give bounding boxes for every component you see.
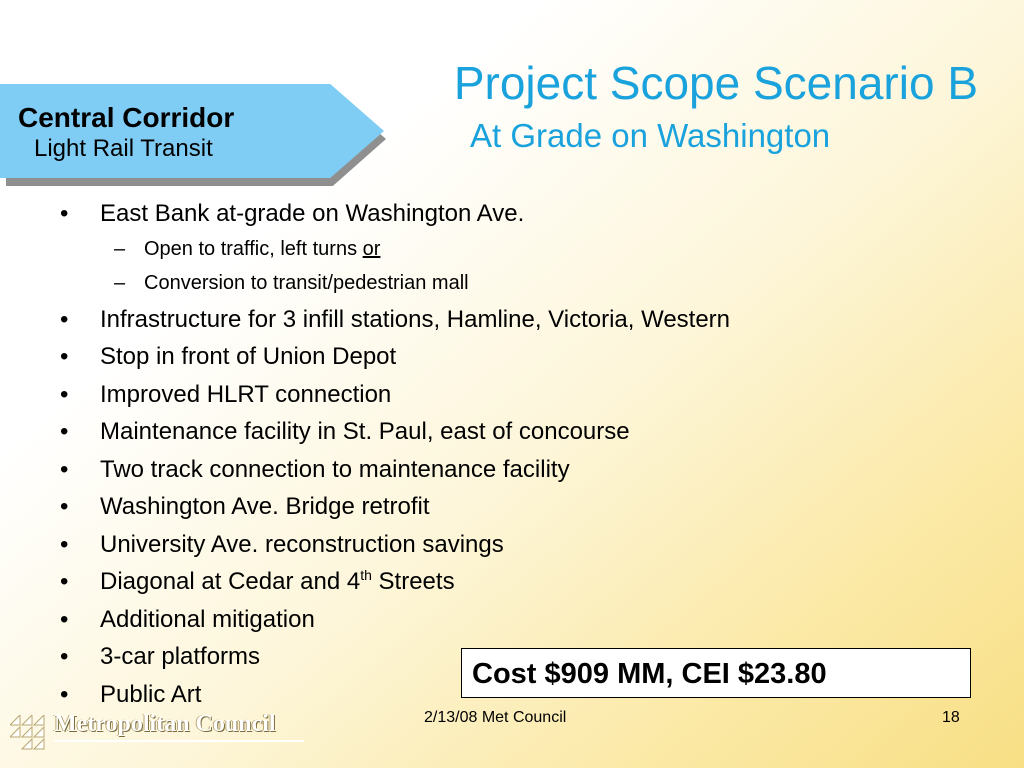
slide-title: Project Scope Scenario B — [453, 57, 978, 109]
bullet-icon: • — [60, 530, 69, 558]
bullet-item: • Washington Ave. Bridge retrofit — [60, 491, 730, 529]
bullet-item: • Maintenance facility in St. Paul, east of concourse — [60, 416, 730, 454]
banner-subtitle: Light Rail Transit — [34, 135, 213, 162]
bullet-icon: • — [60, 568, 69, 595]
sub-bullet-item: – Open to traffic, left turns or — [60, 232, 730, 266]
logo-text: Metropolitan Council — [54, 711, 276, 737]
bullet-item: • Diagonal at Cedar and 4th Streets — [60, 566, 730, 604]
bullet-icon: • — [60, 605, 69, 633]
bullet-icon: • — [60, 493, 69, 520]
bullet-item: • University Ave. reconstruction savings — [60, 529, 730, 567]
bullet-item: • Public Art — [60, 679, 730, 717]
dash-icon: – — [114, 237, 126, 260]
dash-icon: – — [114, 271, 126, 294]
bullet-item: • 3-car platforms — [60, 641, 730, 679]
bullet-item: • Additional mitigation — [60, 604, 730, 642]
sub-bullet-item: – Conversion to transit/pedestrian mall — [60, 266, 730, 300]
footer-date: 2/13/08 Met Council — [424, 709, 567, 726]
metropolitan-council-logo-icon — [10, 715, 48, 753]
bullet-icon: • — [60, 455, 69, 483]
bullet-item: • Two track connection to maintenance facility — [60, 454, 730, 492]
page-number: 18 — [942, 709, 960, 726]
bullet-icon: • — [60, 643, 69, 670]
bullet-icon: • — [60, 380, 69, 408]
bullet-icon: • — [60, 343, 69, 370]
bullet-list — [60, 198, 730, 716]
bullet-icon: • — [60, 200, 69, 227]
logo-underline — [54, 740, 304, 742]
slide-subtitle: At Grade on Washington — [470, 117, 831, 154]
bullet-icon: • — [60, 680, 69, 708]
bullet-item: • Stop in front of Union Depot — [60, 341, 730, 379]
bullet-item: • East Bank at-grade on Washington Ave. — [60, 198, 730, 236]
banner-title: Central Corridor — [18, 102, 235, 133]
bullet-item: • Infrastructure for 3 infill stations, Hamline, Victoria, Western — [60, 304, 730, 342]
bullet-item: • Improved HLRT connection — [60, 379, 730, 417]
bullet-icon: • — [60, 305, 69, 333]
bullet-icon: • — [60, 418, 69, 445]
cost-box: Cost $909 MM, CEI $23.80 — [461, 648, 971, 698]
